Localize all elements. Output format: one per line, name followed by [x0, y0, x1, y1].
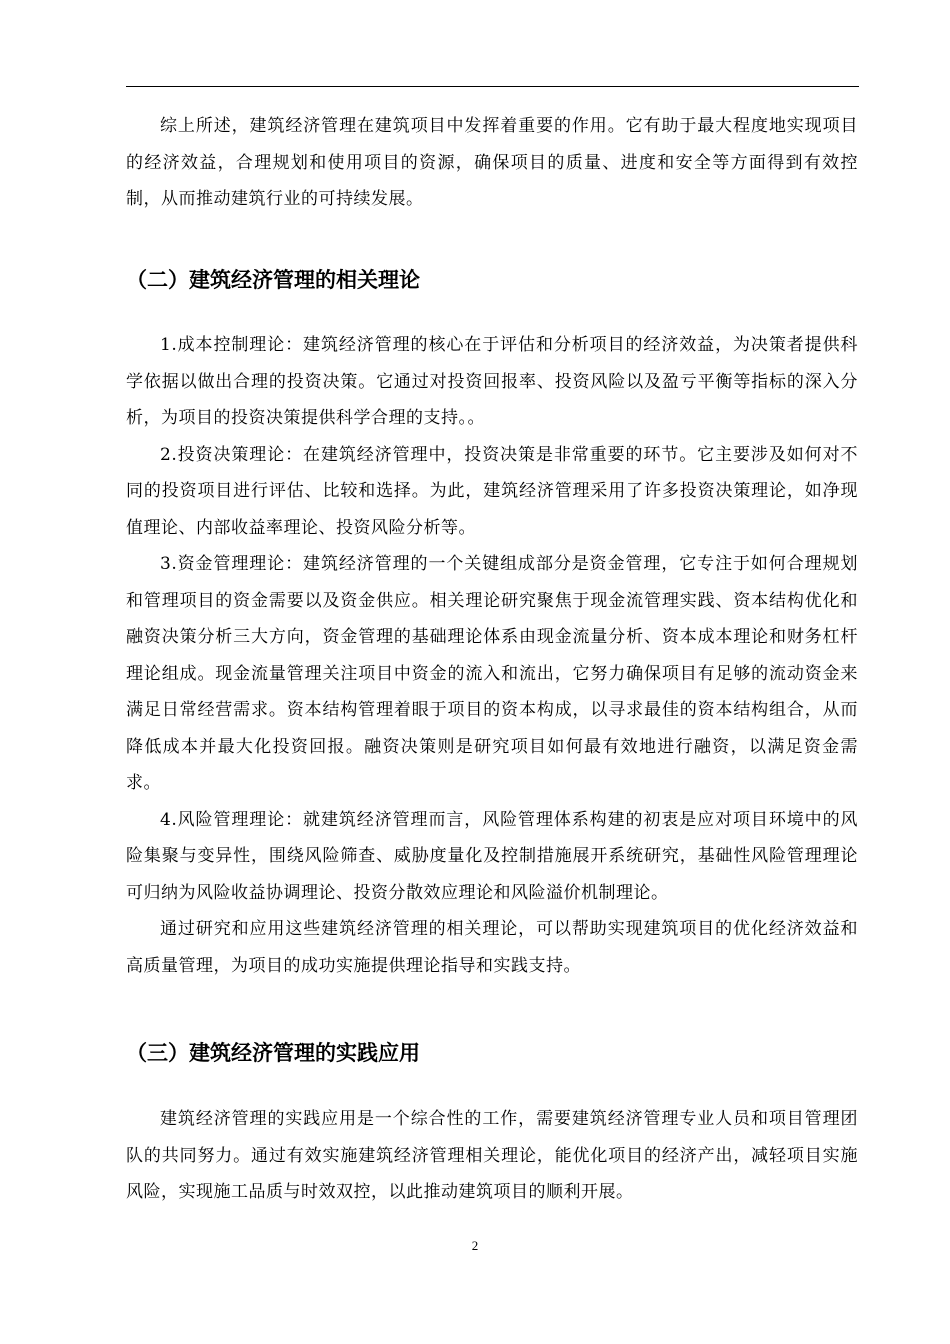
paragraph-fund-management: 3.资金管理理论：建筑经济管理的一个关键组成部分是资金管理，它专注于如何合理规划和管理项目的资金需要以及资金供应。相关理论研究聚焦于现金流管理实践、资本结构优化和融资决策分析三大方向，资金管理的基础理论体系由现金流量分析、资本成本理论和财务杠杆理论组成。现金流量管理关注项目中资金的流入和流出，它努力确保项目有足够的流动资金来满足日常经营需求。资本结构管理着眼于项目的资本构成，以寻求最佳的资本结构组合，从而降低成本并最大化投资回报。融资决策则是研究项目如何最有效地进行融资，以满足资金需求。	[126, 554, 858, 793]
paragraph-risk-management: 4.风险管理理论：就建筑经济管理而言，风险管理体系构建的初衷是应对项目环境中的风险集聚与变异性，围绕风险筛查、威胁度量化及控制措施展开系统研究，基础性风险管理理论可归纳为风险收益协调理论、投资分散效应理论和风险溢价机制理论。	[126, 809, 858, 903]
section-related-theories	[126, 327, 858, 984]
paragraph-section-summary: 通过研究和应用这些建筑经济管理的相关理论，可以帮助实现建筑项目的优化经济效益和高质量管理，为项目的成功实施提供理论指导和实践支持。	[126, 919, 858, 976]
paragraph-practical-application: 建筑经济管理的实践应用是一个综合性的工作，需要建筑经济管理专业人员和项目管理团队的共同努力。通过有效实施建筑经济管理相关理论，能优化项目的经济产出，减轻项目实施风险，实现施工品质与时效双控，以此推动建筑项目的顺利开展。	[126, 1109, 858, 1202]
paragraph-investment-decision: 2.投资决策理论：在建筑经济管理中，投资决策是非常重要的环节。它主要涉及如何对不同的投资项目进行评估、比较和选择。为此，建筑经济管理采用了许多投资决策理论，如净现值理论、内部收益率理论、投资风险分析等。	[126, 444, 858, 538]
header-rule	[126, 86, 859, 87]
paragraph-cost-control: 1.成本控制理论：建筑经济管理的核心在于评估和分析项目的经济效益，为决策者提供科学依据以做出合理的投资决策。它通过对投资回报率、投资风险以及盈亏平衡等指标的深入分析，为项目的投资决策提供科学合理的支持。。	[126, 335, 858, 428]
section-heading-practical-application: （三）建筑经济管理的实践应用	[126, 1041, 420, 1065]
section-heading-related-theories: （二）建筑经济管理的相关理论	[126, 268, 420, 292]
section-practical-application	[126, 1101, 858, 1211]
intro-paragraph: 综上所述，建筑经济管理在建筑项目中发挥着重要的作用。它有助于最大程度地实现项目的经济效益，合理规划和使用项目的资源，确保项目的质量、进度和安全等方面得到有效控制，从而推动建筑行业的可持续发展。	[126, 116, 858, 209]
page-number: 2	[471, 1238, 479, 1253]
document-body	[126, 108, 858, 1202]
